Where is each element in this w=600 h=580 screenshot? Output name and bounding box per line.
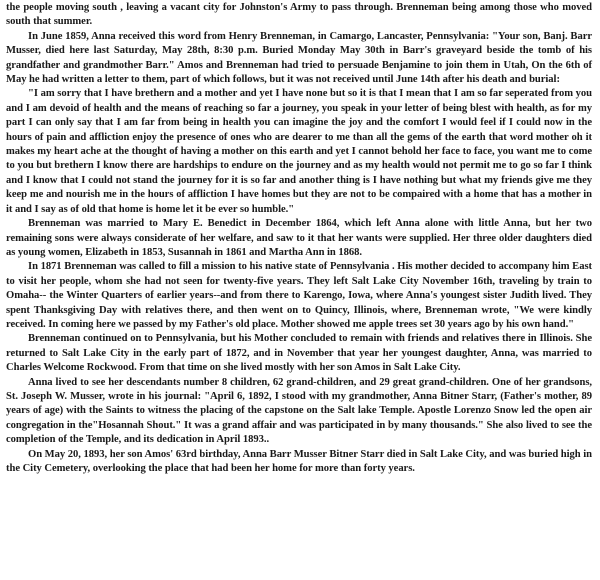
paragraph-8: On May 20, 1893, her son Amos' 63rd birthday, Anna Barr Musser Bitner Starr died in Salt Lake City, and was buried high in the City Cemetery, overlooking the place that had been her home for more than forty years. — [6, 448, 592, 474]
paragraph-7: Anna lived to see her descendants number 8 children, 62 grand-children, and 29 great grand-children. One of her grandsons, St. Joseph W. Musser, wrote in his journal: "April 6, 1892, I stood with my grandmother, Anna Bitner Starr, (Father's mother, 89 years of age) with the Saints to witness the placing of the capstone on the Salt lake Temple. Apostle Lorenzo Snow led the open air congregation in the"Hosannah Shout." It was a grand affair and was participated in by many thousands." She also lived to see the completion of the Temple, and its dedication in April 1893.. — [6, 376, 592, 446]
paragraph-6: Brenneman continued on to Pennsylvania, but his Mother concluded to remain with friends and relatives there in Illinois. She returned to Salt Lake City in the early part of 1872, and in November that year her youngest daughter, Anna, was married to Charles Welcome Rockwood. From that time on she lived mostly with her son Amos in Salt Lake City. — [6, 333, 592, 374]
paragraph-2: In June 1859, Anna received this word from Henry Brenneman, in Camargo, Lancaster, Pennsylvania: "Your son, Banj. Barr Musser, died here last Saturday, May 28th, 8:30 p.m. Buried Monday May 30th in Barr's graveyard beside the tomb of his grandfather and grandmother Barr." Amos and Brenneman had tried to persuade Benjamine to join them in Utah, On the 6th of May he had written a letter to them, part of which follows, but it was not received until June 14th after his death and burial: — [6, 30, 592, 86]
paragraph-5: In 1871 Brenneman was called to fill a mission to his native state of Pennsylvania . His mother decided to accompany him East to visit her people, whom she had not seen for twenty-five years. They left Salt Lake City November 16th, traveling by train to Omaha-- the Winter Quarters of earlier years--and from there to Karengo, Iowa, where Anna's youngest sister Judith lived. They spent Thanksgiving Day with relatives there, and then went on to Quincy, Illinois, where, Brenneman wrote, "We were kindly received. In coming here we passed by my Father's old place. Mother showed me apple trees set 30 years ago by his own hand." — [6, 261, 592, 330]
paragraph-1: the people moving south , leaving a vacant city for Johnston's Army to pass through. Brenneman being among those who moved south that summer. — [6, 2, 592, 28]
paragraph-4: Brenneman was married to Mary E. Benedict in December 1864, which left Anna alone with little Anna, but her two remaining sons were always considerate of her welfare, and saw to it that her wants were supplied. Her three older daughters died as young women, Elizabeth in 1853, Susannah in 1861 and Martha Ann in 1868. — [6, 218, 592, 258]
paragraph-3-letter-quote: "I am sorry that I have brethern and a mother and yet I have none but so it is that I mean that I am so far seperated from you and I am devoid of health and the means of reaching so far a journey, you speak in your letter of being blest with health, as for my part I can only say that I am far from being in health you can imagine the joy and the comfort I would feel if I could now in the hours of pain and affliction enjoy the presence of ones who are dearer to me than all the gems of the earth that word mother oh it makes my heart ache at the thought of having a mother on this earth and yet I cannot behold her face to face, you want me to come to you but brethern I know there are hardships to endure on the journey and as my health would not permit me to go so far I think and I know that I could not stand the journey for it is so far and another thing is I have nothing but what my friends give me they keep me and nourish me in the hours of affliction I have homes but they are not to be compaired with a home that has a mother in it and I say as of old that home is home let it be ever so humble." — [6, 88, 592, 215]
